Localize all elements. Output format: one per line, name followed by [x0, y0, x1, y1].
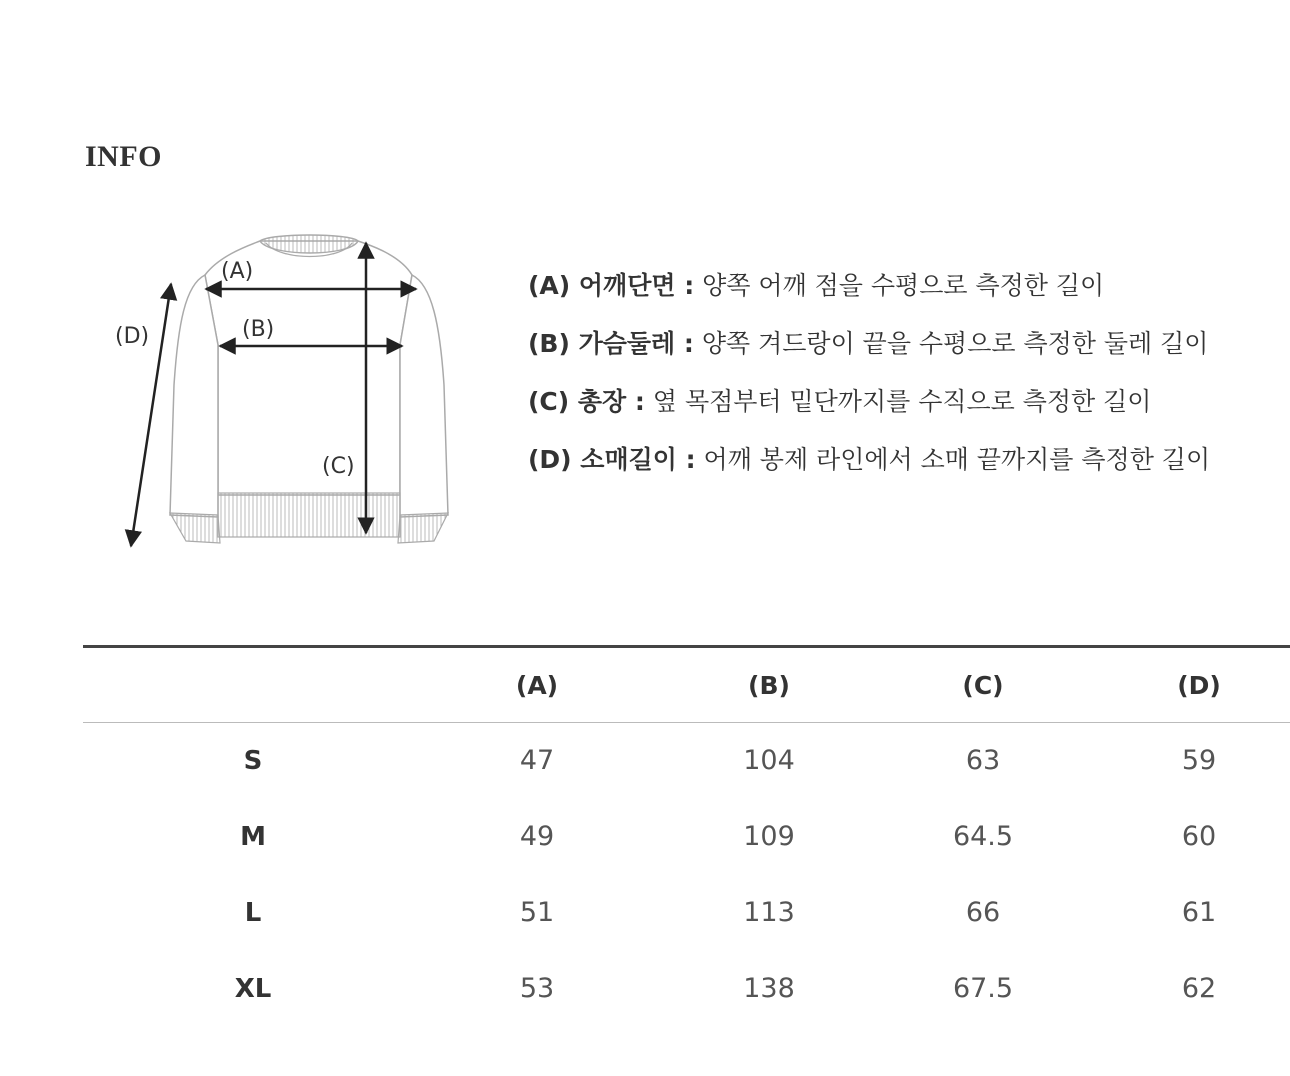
value-c: 63: [965, 745, 1001, 777]
hem-rib: [218, 493, 400, 537]
value-d: 60: [1181, 821, 1217, 852]
size-name: S: [243, 745, 263, 776]
table-row: [83, 799, 1290, 875]
sweater-diagram: [100, 225, 480, 565]
table-row: [83, 723, 1290, 799]
value-b: 113: [743, 897, 795, 928]
left-cuff-rib: [170, 513, 220, 543]
right-cuff-rib: [398, 513, 448, 543]
value-a: 49: [519, 821, 555, 852]
table-row: [83, 875, 1290, 951]
value-c: 66: [965, 897, 1001, 928]
value-d: 61: [1181, 897, 1217, 928]
sweater-measurement-diagram-icon: [100, 225, 480, 565]
size-name: L: [244, 897, 262, 928]
legend-item-a: (A) 어깨단면 : 양쪽 어깨 점을 수평으로 측정한 길이: [528, 271, 1105, 300]
value-d: 59: [1181, 745, 1217, 777]
table-header-row: [83, 647, 1290, 723]
header-size: [83, 647, 423, 723]
size-name: XL: [234, 973, 272, 1004]
value-b: 138: [743, 973, 795, 1004]
value-b: 104: [743, 745, 795, 777]
value-a: 47: [519, 745, 555, 777]
size-table: [83, 645, 1290, 1027]
measurement-legend: [528, 268, 1268, 500]
value-d: 62: [1181, 973, 1217, 1004]
header-b: (B): [748, 670, 790, 700]
value-c: 67.5: [952, 973, 1014, 1004]
legend-item-b: (B) 가슴둘레 : 양쪽 겨드랑이 끝을 수평으로 측정한 둘레 길이: [528, 329, 1209, 358]
value-a: 53: [519, 973, 555, 1004]
section-title: INFO: [85, 140, 162, 173]
diagram-label-c: (C): [322, 454, 355, 479]
legend-item-d: (D) 소매길이 : 어깨 봉제 라인에서 소매 끝까지를 측정한 길이: [528, 445, 1211, 474]
value-b: 109: [743, 821, 795, 852]
size-name: M: [240, 821, 266, 852]
diagram-label-a: (A): [221, 259, 254, 284]
diagram-label-b: (B): [242, 317, 275, 342]
value-c: 64.5: [952, 821, 1014, 852]
sweater-outline: [170, 241, 448, 517]
diagram-label-d: (D): [115, 324, 150, 349]
header-d: (D): [1177, 670, 1221, 700]
legend-item-c: (C) 총장 : 옆 목점부터 밑단까지를 수직으로 측정한 길이: [528, 387, 1152, 416]
table-row: [83, 951, 1290, 1027]
header-c: (C): [962, 670, 1004, 700]
value-a: 51: [519, 897, 555, 928]
header-a: (A): [515, 670, 559, 700]
